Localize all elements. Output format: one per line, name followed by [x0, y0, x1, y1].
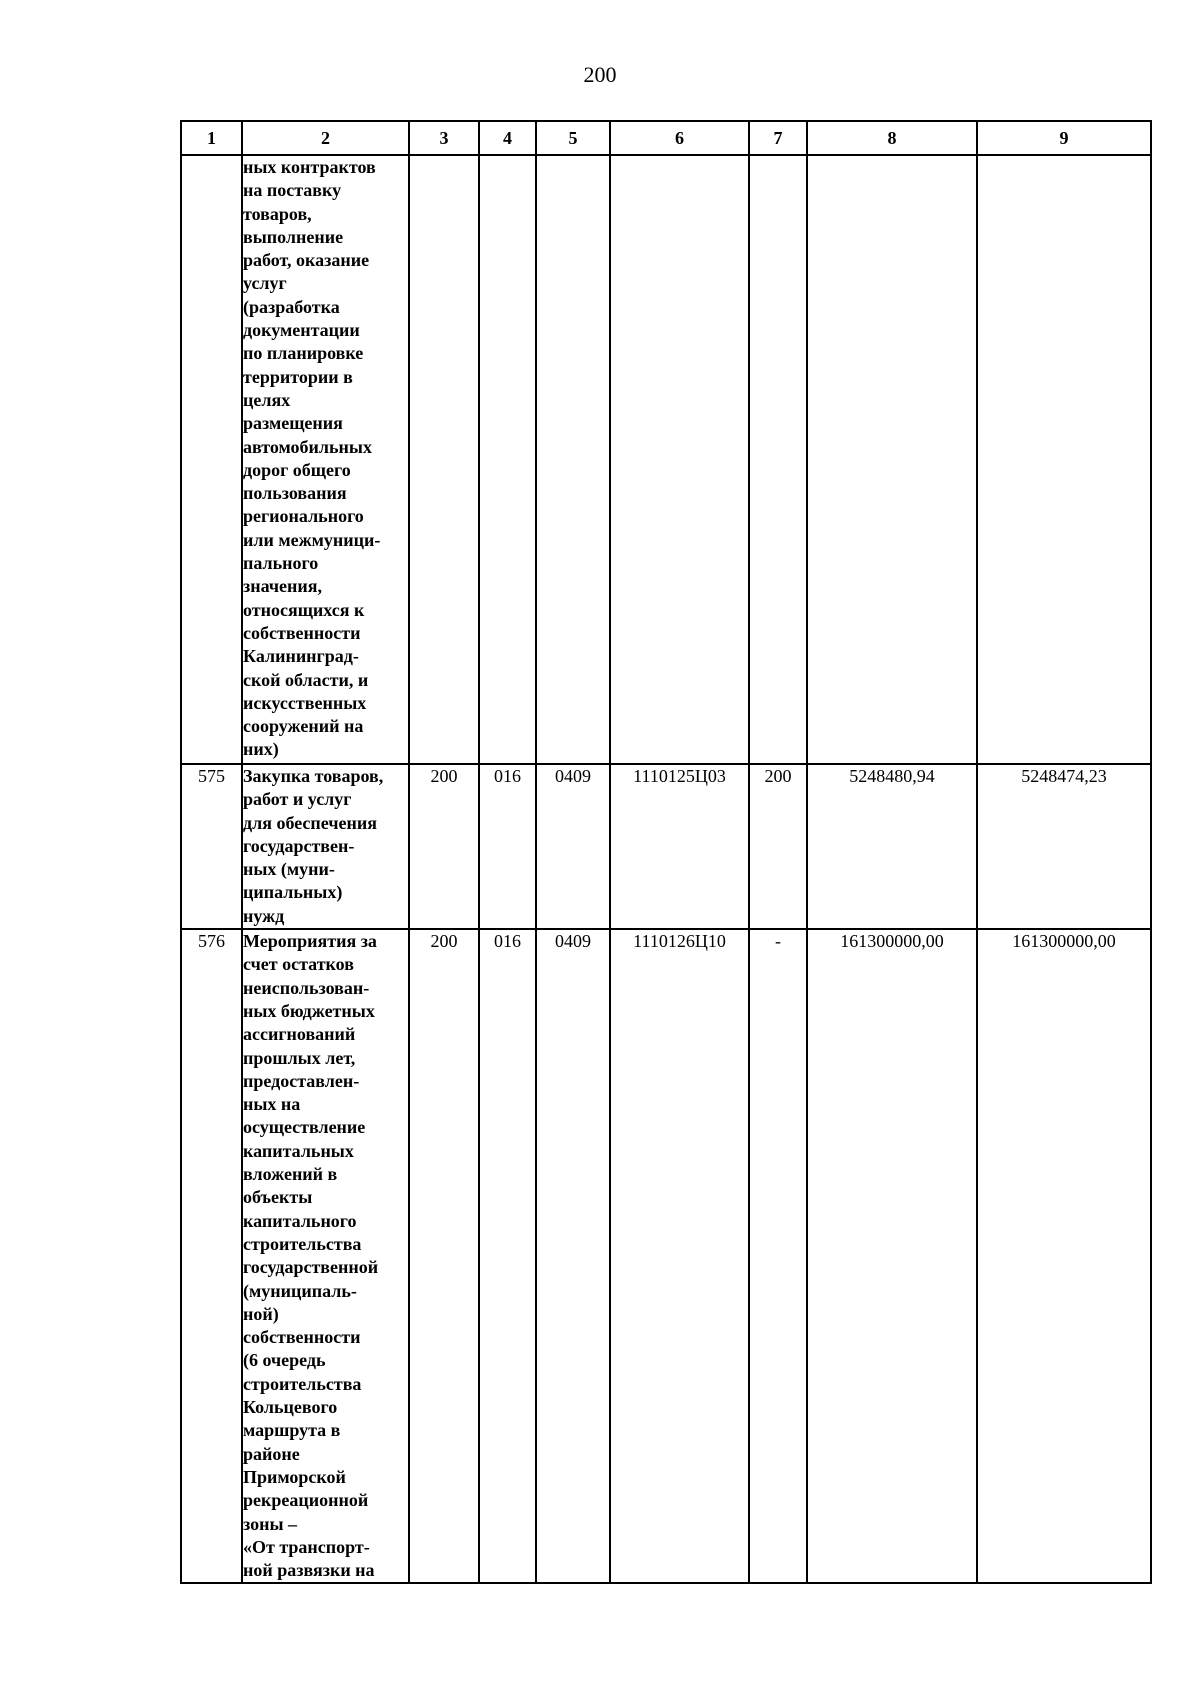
row-number-cell: 575: [181, 764, 242, 929]
row-number-cell: 576: [181, 929, 242, 1583]
table-cell: -: [749, 929, 807, 1583]
row-number-cell: [181, 155, 242, 764]
description-cell: Закупка товаров, работ и услуг для обеспечения государствен- ных (муни- ципальных) нужд: [242, 764, 409, 929]
amount-cell: 161300000,00: [977, 929, 1151, 1583]
table-row: [181, 155, 1151, 764]
amount-cell: 5248474,23: [977, 764, 1151, 929]
table-cell: 016: [479, 929, 536, 1583]
table-cell: [409, 155, 479, 764]
column-header: 5: [536, 121, 610, 155]
amount-cell: [977, 155, 1151, 764]
column-header: 4: [479, 121, 536, 155]
column-header: 8: [807, 121, 977, 155]
table-cell: 1110126Ц10: [610, 929, 749, 1583]
table-row: [181, 764, 1151, 929]
table-cell: [536, 155, 610, 764]
budget-table: [180, 120, 1152, 1584]
table-cell: [610, 155, 749, 764]
amount-cell: 5248480,94: [807, 764, 977, 929]
table-cell: 0409: [536, 764, 610, 929]
description-cell: ных контрактов на поставку товаров, выполнение работ, оказание услуг (разработка документации по планировке территории в целях размещения автомобильных дорог общего пользования регионального или межмуници- пального значения, относящихся к собственности Калининград- ской области, и искусственных сооружений на них): [242, 155, 409, 764]
table-cell: 200: [409, 929, 479, 1583]
amount-cell: [807, 155, 977, 764]
table-cell: 200: [409, 764, 479, 929]
table-header-row: [181, 121, 1151, 155]
column-header: 6: [610, 121, 749, 155]
page-number: 200: [583, 62, 617, 87]
table-cell: 016: [479, 764, 536, 929]
table-row: [181, 929, 1151, 1583]
table-cell: [749, 155, 807, 764]
column-header: 7: [749, 121, 807, 155]
column-header: 9: [977, 121, 1151, 155]
amount-cell: 161300000,00: [807, 929, 977, 1583]
column-header: 1: [181, 121, 242, 155]
column-header: 3: [409, 121, 479, 155]
table-cell: 1110125Ц03: [610, 764, 749, 929]
table-cell: [479, 155, 536, 764]
description-cell: Мероприятия за счет остатков неиспользован- ных бюджетных ассигнований прошлых лет, предоставлен- ных на осуществление капитальных вложений в объекты капитального строительства государственной (муниципаль- ной) собственности (6 очередь строительства Кольцевого маршрута в районе Приморской рекреационной зоны – «От транспорт- ной развязки на: [242, 929, 409, 1583]
table-cell: 0409: [536, 929, 610, 1583]
table-cell: 200: [749, 764, 807, 929]
column-header: 2: [242, 121, 409, 155]
